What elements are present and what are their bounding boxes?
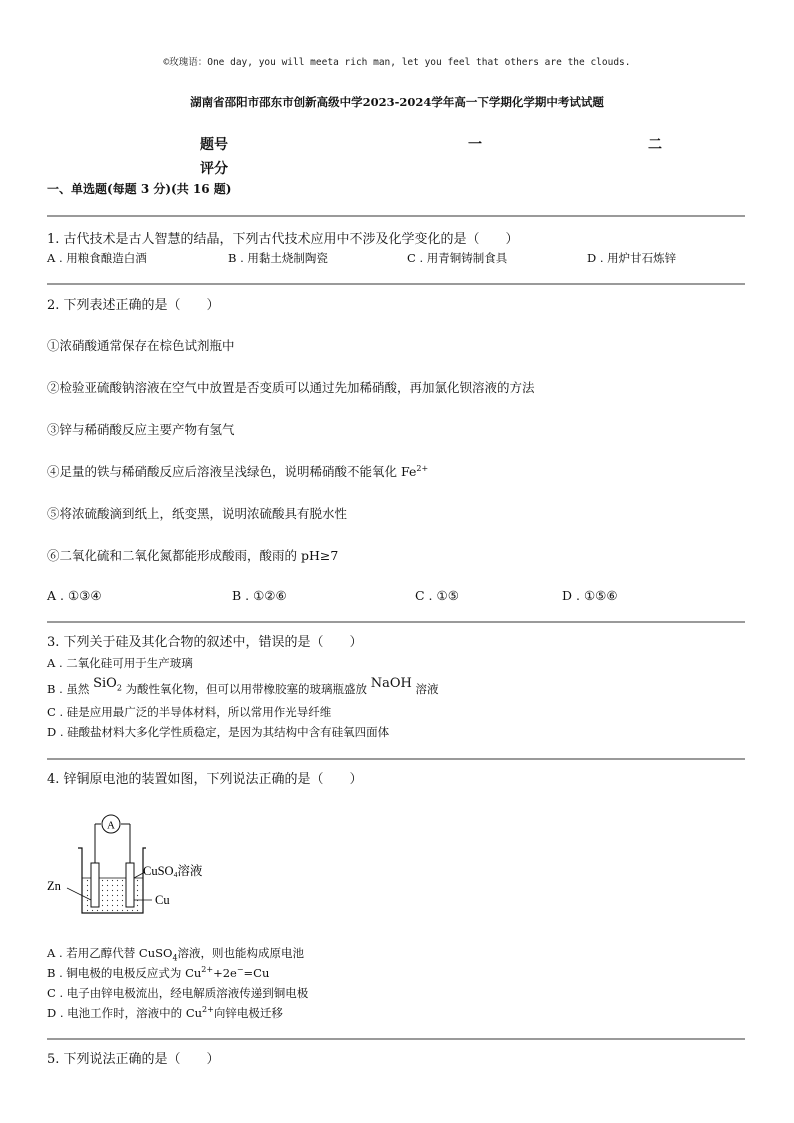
cu-label: Cu [155,893,170,907]
cuso4-label-subscript: 4 [173,870,178,879]
question-2-item-1: ①浓硝酸通常保存在棕色试剂瓶中 [47,338,235,353]
question-divider [47,621,745,623]
question-4-option-b-suffix: =Cu [243,966,270,980]
question-3-option-d: D . 硅酸盐材料大多化学性质稳定，是因为其结构中含有硅氧四面体 [47,725,390,739]
question-2-option-d: D . ①⑤⑥ [562,588,618,603]
question-2-item-6: ⑥二氧化硫和二氧化氮都能形成酸雨，酸雨的 pH≥7 [47,548,339,563]
section-heading: 一、单选题(每题 3 分)(共 16 题) [47,182,232,196]
question-3-option-c: C . 硅是应用最广泛的半导体材料，所以常用作光导纤维 [47,705,332,719]
question-2-item-3: ③锌与稀硝酸反应主要产物有氢气 [47,422,235,437]
question-4-option-d [47,1005,283,1021]
question-2-item-2: ②检验亚硫酸钠溶液在空气中放置是否变质可以通过先加稀硝酸，再加氯化钡溶液的方法 [47,380,535,395]
score-table-col-2: 二 [648,137,662,153]
score-table-header-label: 题号 [200,137,228,153]
copper-electrode [126,863,134,907]
question-2-option-b: B . ①②⑥ [232,588,287,603]
question-3-option-b-suffix: 溶液 [415,682,439,696]
question-1-option-d: D . 用炉甘石炼锌 [587,251,677,265]
question-4-option-b-prefix: B . 铜电极的电极反应式为 Cu [47,966,202,980]
exam-title: 湖南省邵阳市邵东市创新高级中学2023-2024学年高一下学期化学期中考试试题 [190,95,604,109]
question-2-option-a: A . ①③④ [47,588,102,603]
question-4-option-a-prefix: A . 若用乙醇代替 CuSO [47,946,173,960]
question-4-option-b [47,965,269,981]
question-4-option-d-charge: 2+ [202,1005,214,1015]
sio2-formula-base: SiO [93,676,117,691]
question-1-stem: 1. 古代技术是古人智慧的结晶，下列古代技术应用中不涉及化学变化的是（ ） [47,232,519,247]
zinc-copper-cell-diagram [45,808,235,923]
question-2-stem: 2. 下列表述正确的是（ ） [47,298,220,313]
question-divider [47,758,745,760]
question-3-option-b-prefix: B . 虽然 [47,682,90,696]
cuso4-label-suffix: 溶液 [177,864,203,878]
question-1-option-c: C . 用青铜铸制食具 [407,251,508,265]
question-4-option-c: C . 电子由锌电极流出，经电解质溶液传递到铜电极 [47,986,309,1000]
score-table-col-1: 一 [468,137,482,153]
question-4-option-d-suffix: 向锌电极迁移 [213,1006,283,1020]
motto-line: ©玫瑰语：One day, you will meeta rich man, let you feel that others are the clouds. [163,57,631,68]
question-2-item-4-text: ④足量的铁与稀硝酸反应后溶液呈浅绿色，说明稀硝酸不能氧化 Fe [47,464,417,479]
question-3-option-b [47,676,439,699]
question-4-option-b-electron-charge: − [236,965,244,975]
question-5-stem: 5. 下列说法正确的是（ ） [47,1052,220,1067]
question-4-option-a [47,945,304,962]
score-table-score-label: 评分 [200,161,228,177]
question-4-option-b-charge: 2+ [201,965,214,975]
question-3-stem: 3. 下列关于硅及其化合物的叙述中，错误的是（ ） [47,635,363,650]
question-1-option-b: B . 用黏土烧制陶瓷 [228,251,328,265]
ammeter-label: A [107,819,115,832]
cuso4-label-base: CuSO [143,864,174,878]
question-divider [47,215,745,217]
question-4-option-a-subscript: 4 [172,953,178,963]
question-1-option-a: A . 用粮食酿造白酒 [47,251,147,265]
question-3-option-b-middle: 为酸性氧化物，但可以用带橡胶塞的玻璃瓶盛放 [125,682,368,696]
question-divider [47,283,745,285]
naoh-formula: NaOH [370,676,412,691]
question-4-stem: 4. 锌铜原电池的装置如图，下列说法正确的是（ ） [47,772,363,787]
question-2-item-4-charge: 2+ [416,463,429,473]
zinc-electrode [91,863,99,907]
cuso4-solution-label [143,863,203,879]
question-2-option-c: C . ①⑤ [415,588,459,603]
question-3-option-a: A . 二氧化硅可用于生产玻璃 [47,656,193,670]
question-4-option-d-prefix: D . 电池工作时，溶液中的 Cu [47,1006,203,1020]
question-4-option-a-suffix: 溶液，则也能构成原电池 [177,946,305,960]
question-4-option-b-middle: +2e [213,966,237,980]
question-2-item-4 [47,462,428,480]
sio2-formula [93,676,122,691]
sio2-formula-subscript: 2 [116,683,122,693]
zn-label: Zn [47,879,61,893]
question-divider [47,1038,745,1040]
question-2-item-5: ⑤将浓硫酸滴到纸上，纸变黑，说明浓硫酸具有脱水性 [47,506,348,521]
